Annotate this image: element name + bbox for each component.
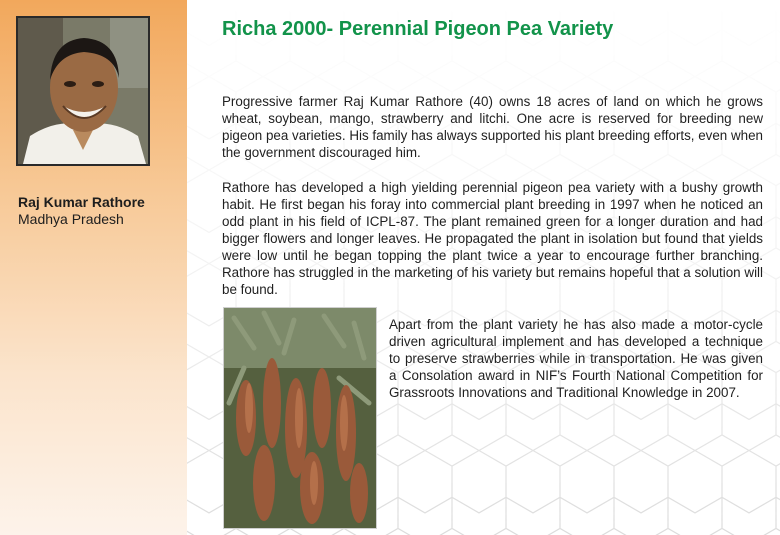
farmer-portrait-photo: [16, 16, 150, 166]
person-region: Madhya Pradesh: [18, 211, 124, 227]
person-name: Raj Kumar Rathore: [18, 194, 145, 210]
pigeon-pea-plant-photo: [223, 307, 377, 529]
paragraph-variety: Rathore has developed a high yielding perennial pigeon pea variety with a bushy growth habit. He first began his foray into commercial plant breeding in 1997 when he noticed an odd plant in his field of ICPL-87. The plant remained green for a longer duration and had bigger flowers and longer leaves. He propagated the plant in isolation but found that yields were low until he began topping the plant twice a year to encourage further branching. Rathore has struggled in the marketing of his variety but remains hopeful that a solution will be found.: [222, 180, 763, 297]
paragraph-other-innovations: Apart from the plant variety he has also made a motor-cycle driven agricultural implement and has developed a technique to preserve strawberries while in transportation. He was given a Consolation award in NIF’s Fourth National Competition for Grassroots Innovations and Traditional Knowledge in 2007.: [389, 317, 763, 400]
paragraph-intro: Progressive farmer Raj Kumar Rathore (40) owns 18 acres of land on which he grows wheat, soybean, mango, strawberry and litchi. One acre is reserved for breeding new pigeon pea varieties. His family has always supported his plant breeding efforts, even when the government discouraged him.: [222, 94, 763, 160]
article-title: Richa 2000- Perennial Pigeon Pea Variety: [222, 18, 614, 40]
